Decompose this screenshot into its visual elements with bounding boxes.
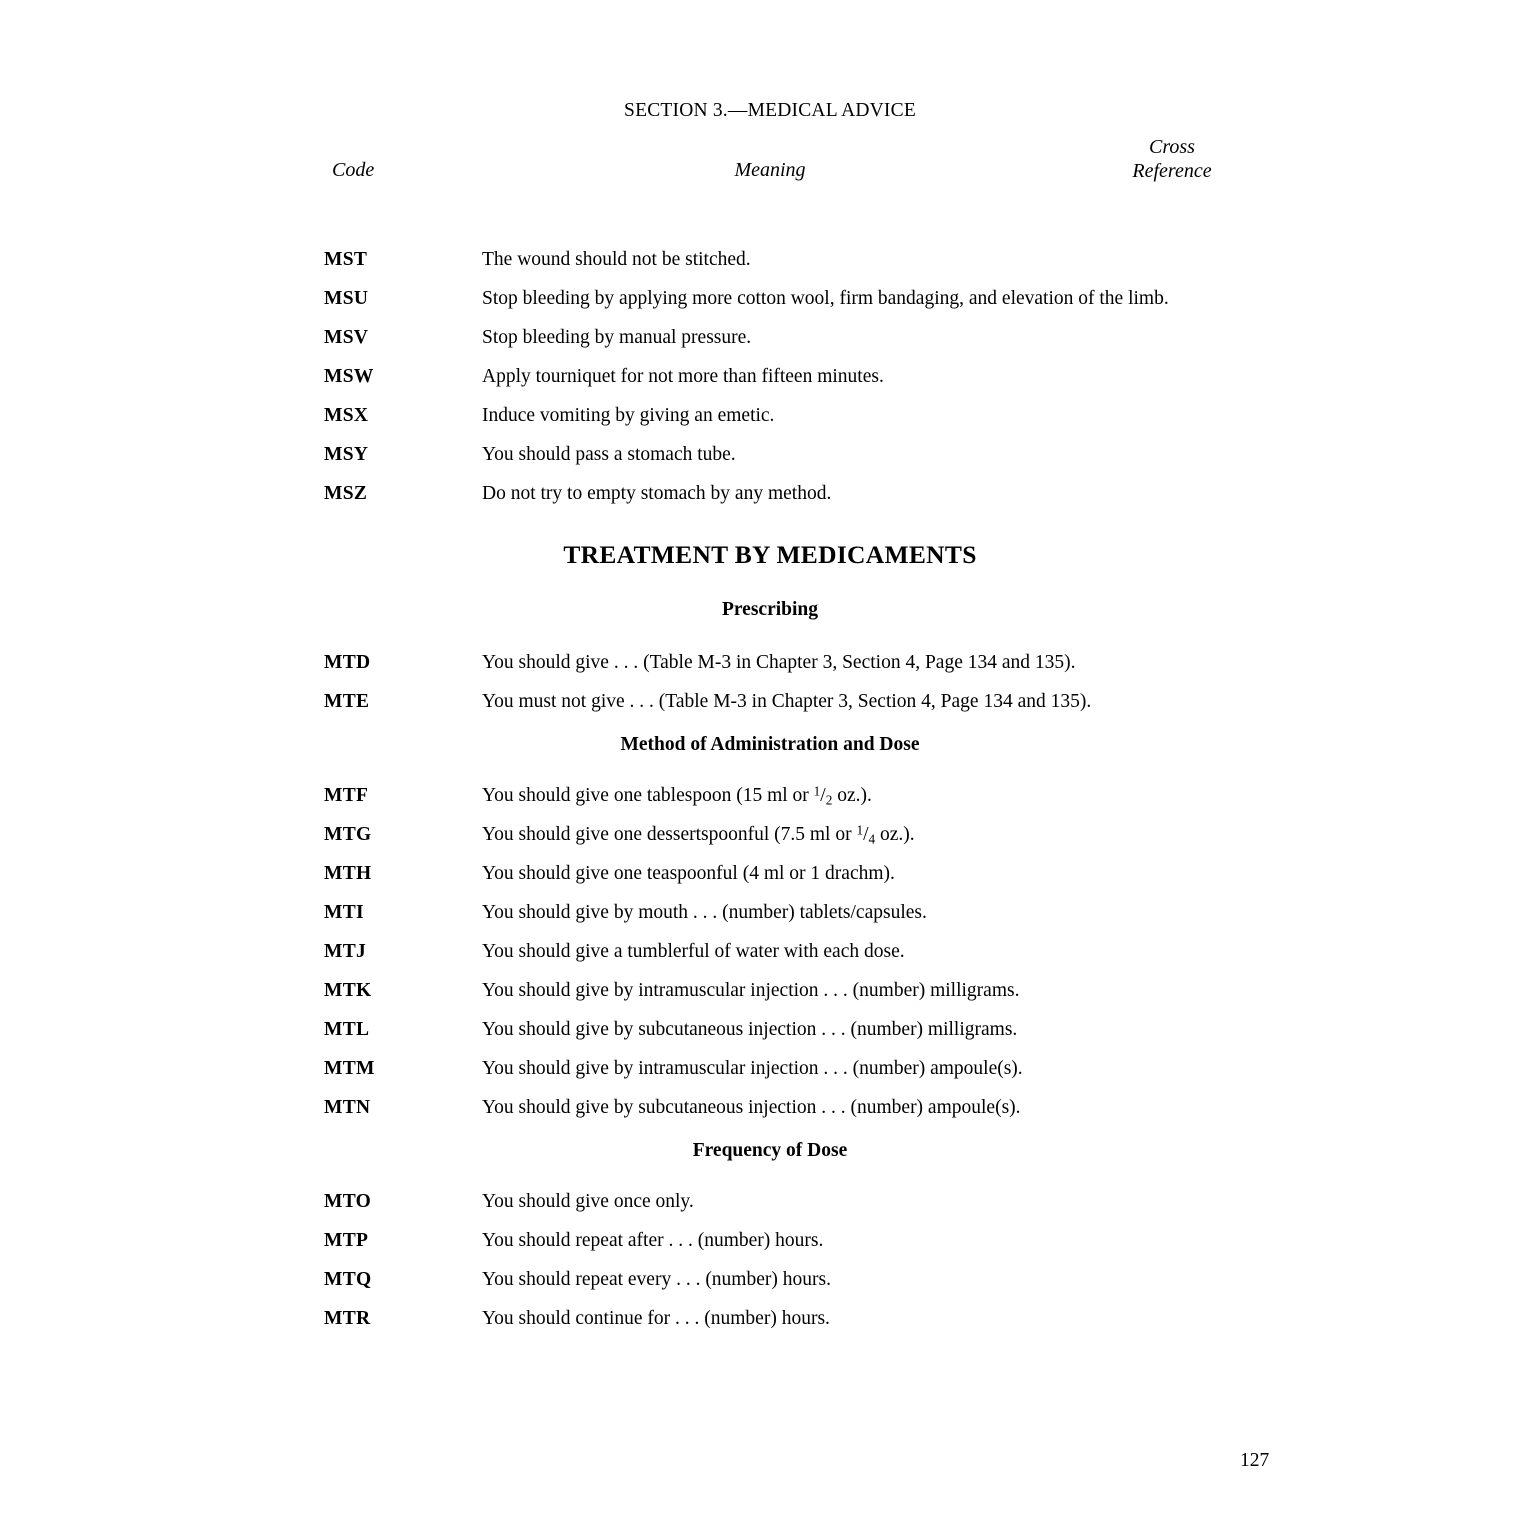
code-cell: MTE xyxy=(324,691,370,712)
code-table-row xyxy=(0,690,1540,729)
meaning-cell: You should give by subcutaneous injection . . . (number) ampoule(s). xyxy=(482,1097,1021,1118)
code-table-row xyxy=(0,1057,1540,1096)
code-table-row xyxy=(0,979,1540,1018)
code-table-row xyxy=(0,1018,1540,1057)
code-table-row xyxy=(0,784,1540,823)
meaning-cell: You should give once only. xyxy=(482,1191,694,1212)
meaning-cell: You should repeat every . . . (number) hours. xyxy=(482,1269,831,1290)
column-header-cross-reference xyxy=(1060,135,1284,183)
code-table-row xyxy=(0,287,1540,326)
meaning-cell: You should give one tablespoon (15 ml or $^1/_2$ oz.). xyxy=(482,783,872,808)
code-cell: MTL xyxy=(324,1019,370,1040)
meaning-cell: Induce vomiting by giving an emetic. xyxy=(482,405,775,426)
code-cell: MTO xyxy=(324,1191,372,1212)
subsection-heading-administration: Method of Administration and Dose xyxy=(620,734,920,755)
code-cell: MSV xyxy=(324,327,369,348)
code-group-first xyxy=(0,248,1540,521)
code-cell: MSX xyxy=(324,405,369,426)
code-cell: MSY xyxy=(324,444,369,465)
meaning-cell: You should give by mouth . . . (number) tablets/capsules. xyxy=(482,902,927,923)
code-cell: MST xyxy=(324,249,368,270)
meaning-cell: You should give a tumblerful of water with each dose. xyxy=(482,941,905,962)
code-table-row xyxy=(0,365,1540,404)
meaning-cell: You must not give . . . (Table M-3 in Chapter 3, Section 4, Page 134 and 135). xyxy=(482,691,1092,712)
code-group-prescribing xyxy=(0,651,1540,729)
meaning-cell: You should give one teaspoonful (4 ml or 1 drachm). xyxy=(482,863,895,884)
code-cell: MTK xyxy=(324,980,372,1001)
code-cell: MTR xyxy=(324,1308,371,1329)
code-cell: MTN xyxy=(324,1097,371,1118)
meaning-cell: Stop bleeding by applying more cotton wool, firm bandaging, and elevation of the limb. xyxy=(482,288,1169,309)
meaning-cell: You should give by intramuscular injection . . . (number) ampoule(s). xyxy=(482,1058,1023,1079)
meaning-cell: Stop bleeding by manual pressure. xyxy=(482,327,752,348)
meaning-cell: You should repeat after . . . (number) hours. xyxy=(482,1230,824,1251)
code-cell: MTJ xyxy=(324,941,367,962)
code-group-frequency xyxy=(0,1190,1540,1346)
code-table-row xyxy=(0,940,1540,979)
code-table-row xyxy=(0,326,1540,365)
running-head: SECTION 3.—MEDICAL ADVICE xyxy=(624,100,916,121)
column-header-cross-reference-line2: Reference xyxy=(1132,160,1212,182)
code-table-row xyxy=(0,1307,1540,1346)
code-table-row xyxy=(0,482,1540,521)
code-cell: MTH xyxy=(324,863,372,884)
code-table-row xyxy=(0,651,1540,690)
code-group-administration xyxy=(0,784,1540,1135)
code-cell: MSW xyxy=(324,366,374,387)
column-header-cross-reference-line1: Cross xyxy=(1149,136,1195,158)
code-cell: MTG xyxy=(324,824,372,845)
meaning-cell: You should give by subcutaneous injection . . . (number) milligrams. xyxy=(482,1019,1018,1040)
code-table-row xyxy=(0,1096,1540,1135)
meaning-cell: You should give by intramuscular injection . . . (number) milligrams. xyxy=(482,980,1020,1001)
column-header-code: Code xyxy=(332,159,375,181)
code-table-row xyxy=(0,901,1540,940)
code-table-row xyxy=(0,404,1540,443)
meaning-cell: You should continue for . . . (number) hours. xyxy=(482,1308,830,1329)
code-table-row xyxy=(0,443,1540,482)
meaning-cell: You should give . . . (Table M-3 in Chapter 3, Section 4, Page 134 and 135). xyxy=(482,652,1076,673)
code-table-row xyxy=(0,1229,1540,1268)
code-cell: MTD xyxy=(324,652,371,673)
section-heading-treatment-by-medicaments: TREATMENT BY MEDICAMENTS xyxy=(563,540,977,569)
code-cell: MTQ xyxy=(324,1269,372,1290)
page-number: 127 xyxy=(1240,1450,1270,1471)
code-cell: MTM xyxy=(324,1058,375,1079)
meaning-cell: You should give one dessertspoonful (7.5 ml or $^1/_4$ oz.). xyxy=(482,822,915,847)
subsection-heading-frequency: Frequency of Dose xyxy=(692,1140,848,1161)
code-table-row xyxy=(0,1268,1540,1307)
subsection-heading-prescribing: Prescribing xyxy=(721,599,819,620)
meaning-cell: Apply tourniquet for not more than fifteen minutes. xyxy=(482,366,884,387)
code-table-row xyxy=(0,248,1540,287)
meaning-cell: You should pass a stomach tube. xyxy=(482,444,736,465)
code-cell: MTF xyxy=(324,785,369,806)
meaning-cell: Do not try to empty stomach by any method. xyxy=(482,483,832,504)
column-header-meaning: Meaning xyxy=(734,159,806,181)
code-cell: MSU xyxy=(324,288,369,309)
code-table-content xyxy=(0,248,1540,1346)
code-cell: MTI xyxy=(324,902,364,923)
fraction: $^1/_2$ xyxy=(813,783,833,808)
code-cell: MSZ xyxy=(324,483,368,504)
meaning-cell: The wound should not be stitched. xyxy=(482,249,751,270)
code-cell: MTP xyxy=(324,1230,369,1251)
fraction: $^1/_4$ xyxy=(856,822,876,847)
code-table-row xyxy=(0,823,1540,862)
code-table-row xyxy=(0,1190,1540,1229)
code-table-row xyxy=(0,862,1540,901)
